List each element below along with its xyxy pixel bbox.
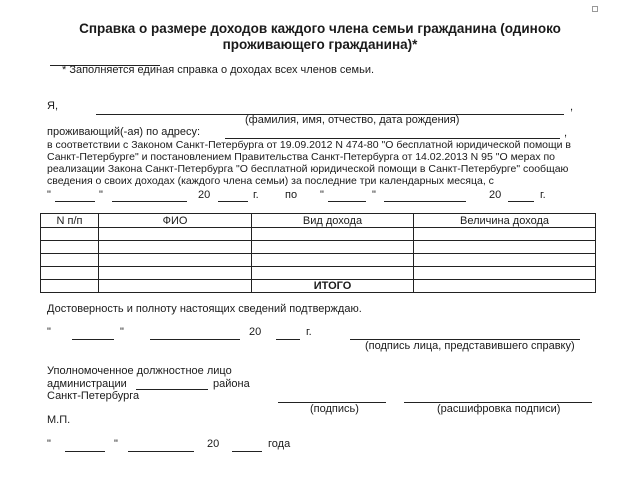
- final-date-month-field[interactable]: [128, 451, 194, 452]
- table-cell[interactable]: [252, 254, 414, 267]
- official-line-2a: администрации: [47, 378, 127, 390]
- header-income-type: Вид дохода: [252, 214, 414, 228]
- header-fio: ФИО: [99, 214, 252, 228]
- document-title-line-1: Справка о размере доходов каждого члена семьи гражданина (одиноко: [79, 21, 561, 36]
- period-from-year-field[interactable]: [218, 201, 248, 202]
- period-from-month-field[interactable]: [112, 201, 187, 202]
- stamp-place-label: М.П.: [47, 414, 71, 426]
- official-line-1: Уполномоченное должностное лицо: [47, 365, 232, 377]
- period-to-year-prefix: 20: [489, 189, 502, 201]
- official-line-3: Санкт-Петербурга: [47, 390, 140, 402]
- table-cell[interactable]: [99, 254, 252, 267]
- table-cell[interactable]: [41, 267, 99, 280]
- sign-date-month-field[interactable]: [150, 339, 240, 340]
- ya-label: Я,: [47, 100, 58, 112]
- period-to-label: по: [285, 189, 298, 201]
- final-date-year-prefix: 20: [207, 438, 220, 450]
- header-number: N п/п: [41, 214, 99, 228]
- table-cell[interactable]: [99, 267, 252, 280]
- table-cell[interactable]: [414, 267, 596, 280]
- period-to-year-suffix: г.: [540, 189, 546, 201]
- period-from-year-suffix: г.: [253, 189, 259, 201]
- official-line-2b: района: [213, 378, 250, 390]
- fio-caption: (фамилия, имя, отчество, дата рождения): [245, 114, 460, 126]
- table-cell[interactable]: [252, 228, 414, 241]
- header-income-amount: Величина дохода: [414, 214, 596, 228]
- table-cell[interactable]: [252, 241, 414, 254]
- law-text-line-1: в соответствии с Законом Санкт-Петербурга от 19.09.2012 N 474-80 "О бесплатной юридической помощи в: [47, 139, 572, 151]
- table-header-row: [41, 214, 596, 228]
- law-text-line-3: реализации Закона Санкт-Петербурга "О бесплатной юридической помощи в Санкт-Петербурге" сообщаю: [47, 163, 569, 175]
- period-to-quote-close: ": [372, 189, 376, 201]
- table-cell[interactable]: [99, 228, 252, 241]
- table-cell[interactable]: [41, 254, 99, 267]
- sign-date-year-field[interactable]: [276, 339, 300, 340]
- table-cell[interactable]: [252, 267, 414, 280]
- table-cell[interactable]: [99, 241, 252, 254]
- period-from-quote-open: ": [47, 189, 51, 201]
- total-label: ИТОГО: [252, 280, 414, 293]
- table-row: [41, 228, 596, 241]
- sign-date-day-field[interactable]: [72, 339, 114, 340]
- table-row: [41, 254, 596, 267]
- official-sig-caption: (подпись): [310, 403, 359, 415]
- confirm-text: Достоверность и полноту настоящих сведений подтверждаю.: [47, 303, 362, 315]
- sign-date-year-suffix: г.: [306, 326, 312, 338]
- total-value-cell[interactable]: [414, 280, 596, 293]
- table-cell[interactable]: [414, 228, 596, 241]
- table-row: [41, 267, 596, 280]
- table-cell[interactable]: [414, 254, 596, 267]
- signature-caption: (подпись лица, представившего справку): [365, 340, 575, 352]
- final-date-year-suffix: года: [268, 438, 291, 450]
- sign-date-quote-close: ": [120, 326, 124, 338]
- sign-date-year-prefix: 20: [249, 326, 262, 338]
- period-to-year-field[interactable]: [508, 201, 534, 202]
- address-label: проживающий(-ая) по адресу:: [47, 126, 201, 138]
- period-from-quote-close: ": [99, 189, 103, 201]
- corner-mark: [592, 6, 598, 12]
- footnote-text: * Заполняется единая справка о доходах всех членов семьи.: [62, 64, 375, 76]
- address-comma: ,: [564, 127, 568, 139]
- period-to-quote-open: ": [320, 189, 324, 201]
- law-text-line-4: сведения о своих доходах (каждого члена семьи) за последние три календарных месяца, с: [47, 175, 494, 187]
- table-cell[interactable]: [414, 241, 596, 254]
- law-text-line-2: Санкт-Петербурге" и постановлением Правительства Санкт-Петербурга от 14.02.2013 N 95 "О мерах по: [47, 151, 556, 163]
- final-date-day-field[interactable]: [65, 451, 105, 452]
- final-date-quote-open: ": [47, 438, 51, 450]
- table-cell[interactable]: [41, 228, 99, 241]
- final-date-quote-close: ": [114, 438, 118, 450]
- period-to-day-field[interactable]: [328, 201, 366, 202]
- table-cell: [99, 280, 252, 293]
- period-from-year-prefix: 20: [198, 189, 211, 201]
- document-title-line-2: проживающего гражданина)*: [222, 37, 418, 52]
- ya-comma: ,: [570, 101, 574, 113]
- table-cell: [41, 280, 99, 293]
- table-cell[interactable]: [41, 241, 99, 254]
- period-to-month-field[interactable]: [384, 201, 466, 202]
- decode-caption: (расшифровка подписи): [437, 403, 561, 415]
- district-field[interactable]: [136, 389, 208, 390]
- income-table: [40, 213, 596, 293]
- total-row: [41, 280, 596, 293]
- period-from-day-field[interactable]: [55, 201, 95, 202]
- final-date-year-field[interactable]: [232, 451, 262, 452]
- sign-date-quote-open: ": [47, 326, 51, 338]
- table-row: [41, 241, 596, 254]
